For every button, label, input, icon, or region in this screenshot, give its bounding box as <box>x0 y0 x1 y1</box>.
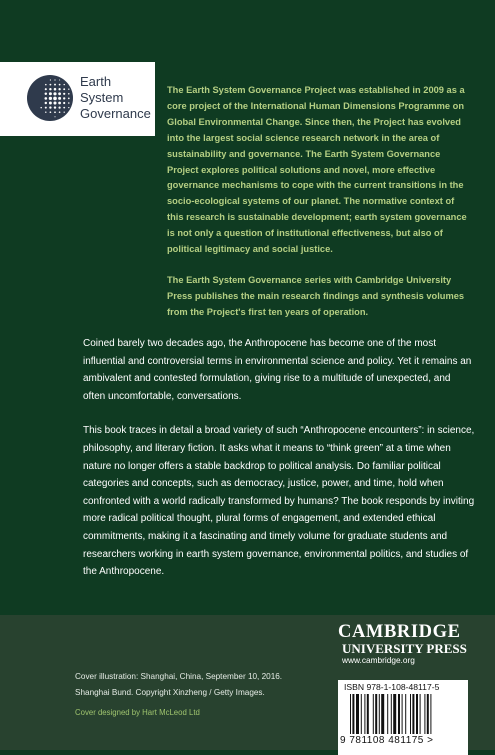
footer-band <box>0 615 495 750</box>
cover-illustration-credit: Cover illustration: Shanghai, China, September 10, 2016. Shanghai Bund. Copyright Xinzheng / Getty Images. <box>75 672 283 697</box>
series-intro <box>167 83 471 321</box>
book-description <box>83 335 475 581</box>
barcode-bars-icon <box>350 694 462 734</box>
publisher-logo <box>338 622 466 666</box>
globe-dots-logo-icon <box>26 74 74 122</box>
barcode-number: 9 781108 481175 > <box>340 735 434 746</box>
isbn-label: ISBN 978-1-108-48117-5 <box>344 682 440 692</box>
logo-panel <box>0 62 155 136</box>
barcode <box>338 680 468 755</box>
publisher-name: CAMBRIDGE <box>338 622 461 642</box>
publisher-url: www.cambridge.org <box>342 655 415 665</box>
logo-wordmark <box>80 74 154 122</box>
intro-paragraph-1: The Earth System Governance Project was established in 2009 as a core project of the International Human Dimensions Programme on Global Environmental Change. Since then, the Project has evolved into the largest social science research network in the area of sustainability and governance. The Earth System Governance Project explores political solutions and novel, more effective governance mechanisms to cope with the current transitions in the socio-ecological systems of our planet. The normative context of this research is sustainable development; earth system governance is not only a question of institutional effectiveness, but also of political legitimacy and social justice. <box>167 85 467 255</box>
logo-line-earth: Earth <box>80 74 112 89</box>
description-paragraph-1: Coined barely two decades ago, the Anthropocene has become one of the most influential and controversial terms in environmental science and policy. Yet it remains an ambivalent and contested formulation, giving rise to a multitude of unexpected, and often uncomfortable, conversations. <box>83 338 472 402</box>
logo-line-system: System <box>80 90 124 105</box>
intro-paragraph-2: The Earth System Governance series with Cambridge University Press publishes the main research findings and synthesis volumes from the Project's first ten years of operation. <box>167 275 465 318</box>
cover-design-credit: Cover designed by Hart McLeod Ltd <box>75 708 200 717</box>
logo-line-governance: Governance <box>80 106 151 121</box>
publisher-press: UNIVERSITY PRESS <box>342 641 467 656</box>
description-paragraph-2: This book traces in detail a broad variety of such “Anthropocene encounters”: in science, philosophy, and literary fiction. It asks what it means to “think green” at a time when nature no longer offers a stable backdrop to political analysis. Do familiar political categories and concepts, such as democracy, justice, power, and time, hold when confronted with a world radically transformed by humans? The book responds by inviting more radical political thought, plural forms of engagement, and extended ethical commitments, making it a fascinating and timely volume for graduate students and researchers working in earth system governance, environmental politics, and studies of the Anthropocene. <box>83 425 475 578</box>
